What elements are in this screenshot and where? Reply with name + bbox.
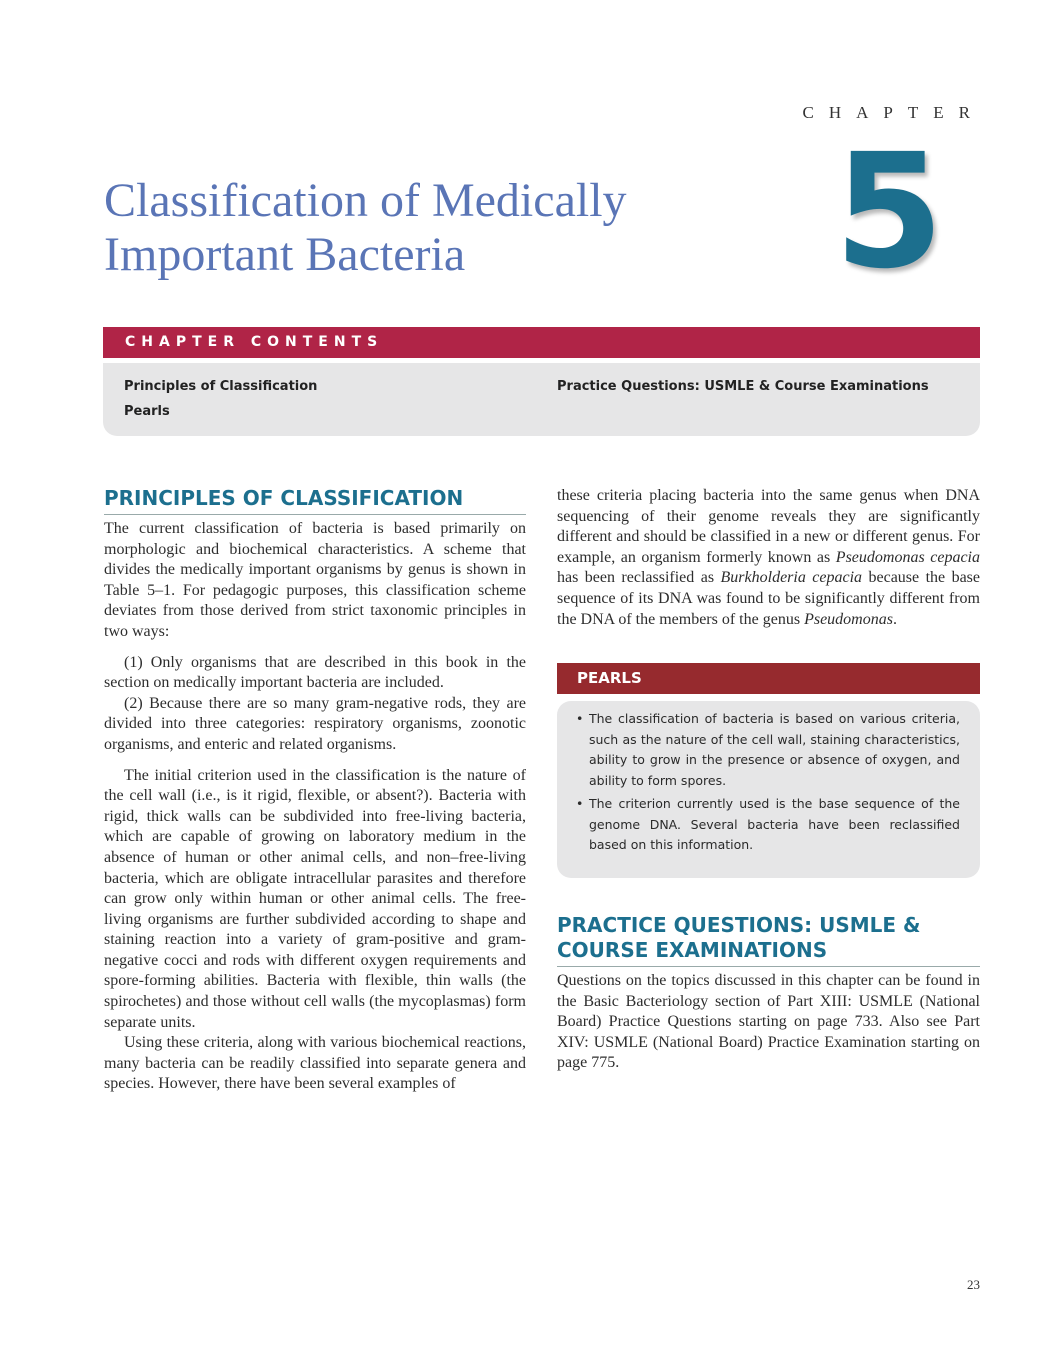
pearl-item: • The classification of bacteria is based on various criteria, such as the nature of the cell wall, staining characteristics, ability to grow in the presence or absence of oxygen, and ability to form spores.: [576, 711, 960, 788]
chapter-contents-bar: CHAPTER CONTENTS: [103, 327, 980, 358]
left-column: [104, 486, 526, 1095]
pearl-item: • The criterion currently used is the base sequence of the genome DNA. Several bacteria have been reclassified based on this information.: [576, 796, 960, 852]
section-rule: [557, 966, 980, 967]
contents-item-practice-questions[interactable]: Practice Questions: USMLE & Course Examinations: [557, 379, 929, 394]
paragraph-point-1: (1) Only organisms that are described in this book in the section on medically important bacteria are included.: [104, 653, 526, 692]
pearls-bar: PEARLS: [557, 663, 980, 694]
chapter-contents-box: [103, 363, 980, 436]
chapter-title-line1: Classification of Medically: [104, 174, 627, 227]
paragraph-criteria: Using these criteria, along with various biochemical reactions, many bacteria can be readily classified into separate genera and species. However, there have been several examples of: [104, 1034, 526, 1093]
chapter-title: [104, 174, 784, 282]
section-rule: [104, 514, 526, 515]
page-number: 23: [967, 1277, 980, 1292]
paragraph-continuation: these criteria placing bacteria into the same genus when DNA sequencing of their genome reveals they are significantly different and should be classified in a new or different genus. For example, an organism formerly known as Pseudomonas cepacia has been reclassified as Burkholderia cepacia because the base sequence of its DNA was found to be significantly different from the DNA of the members of the genus Pseudomonas.: [557, 487, 981, 628]
chapter-title-line2: Important Bacteria: [104, 228, 466, 281]
pearls-box: [557, 701, 980, 878]
contents-item-pearls[interactable]: Pearls: [124, 404, 170, 419]
paragraph-cell-wall: The initial criterion used in the classification is the nature of the cell wall (i.e., is it rigid, flexible, or absent?). Bacteria with rigid, thick walls can be subdivided into free-living bacteria, which are capable of growing on laboratory medium in the absence of human or other animal cells, and non–free-living bacteria, which are obligate intracellular parasites and therefore can grow only within human or other animal cells. The free-living organisms are further subdivided according to shape and staining reaction into a variety of gram-positive and gram-negative cocci and rods with different oxygen requirements and spore-forming abilities. Bacteria with flexible, thin walls (the spirochetes) and those without cell walls (the mycoplasmas) form separate units.: [104, 766, 526, 1031]
paragraph-intro: The current classification of bacteria is based primarily on morphologic and biochemical characteristics. A scheme that divides the medically important organisms by genus is shown in Table 5–1. For pedagogic purposes, this classification scheme deviates from those derived from strict taxonomic principles in two ways:: [104, 520, 526, 640]
paragraph-point-2: (2) Because there are so many gram-negative rods, they are divided into three categories: respiratory organisms, zoonotic organisms, and enteric and related organisms.: [104, 694, 526, 753]
section-heading-practice: PRACTICE QUESTIONS: USMLE & COURSE EXAMINATIONS: [557, 913, 921, 962]
section-heading-principles: PRINCIPLES OF CLASSIFICATION: [104, 486, 464, 510]
bullet-icon: •: [576, 796, 584, 811]
practice-section: [557, 913, 980, 1074]
contents-item-principles[interactable]: Principles of Classification: [124, 379, 318, 394]
paragraph-practice: Questions on the topics discussed in this chapter can be found in the Basic Bacteriology section of Part XIII: USMLE (National Board) Practice Questions starting on page 733. Also see Part XIV: USMLE (National Board) Practice Examination starting on page 775.: [557, 972, 980, 1072]
chapter-number: 5: [834, 120, 940, 304]
bullet-icon: •: [576, 711, 584, 726]
right-column-continuation: [557, 486, 980, 630]
chapter-label: CHAPTER: [802, 103, 985, 122]
